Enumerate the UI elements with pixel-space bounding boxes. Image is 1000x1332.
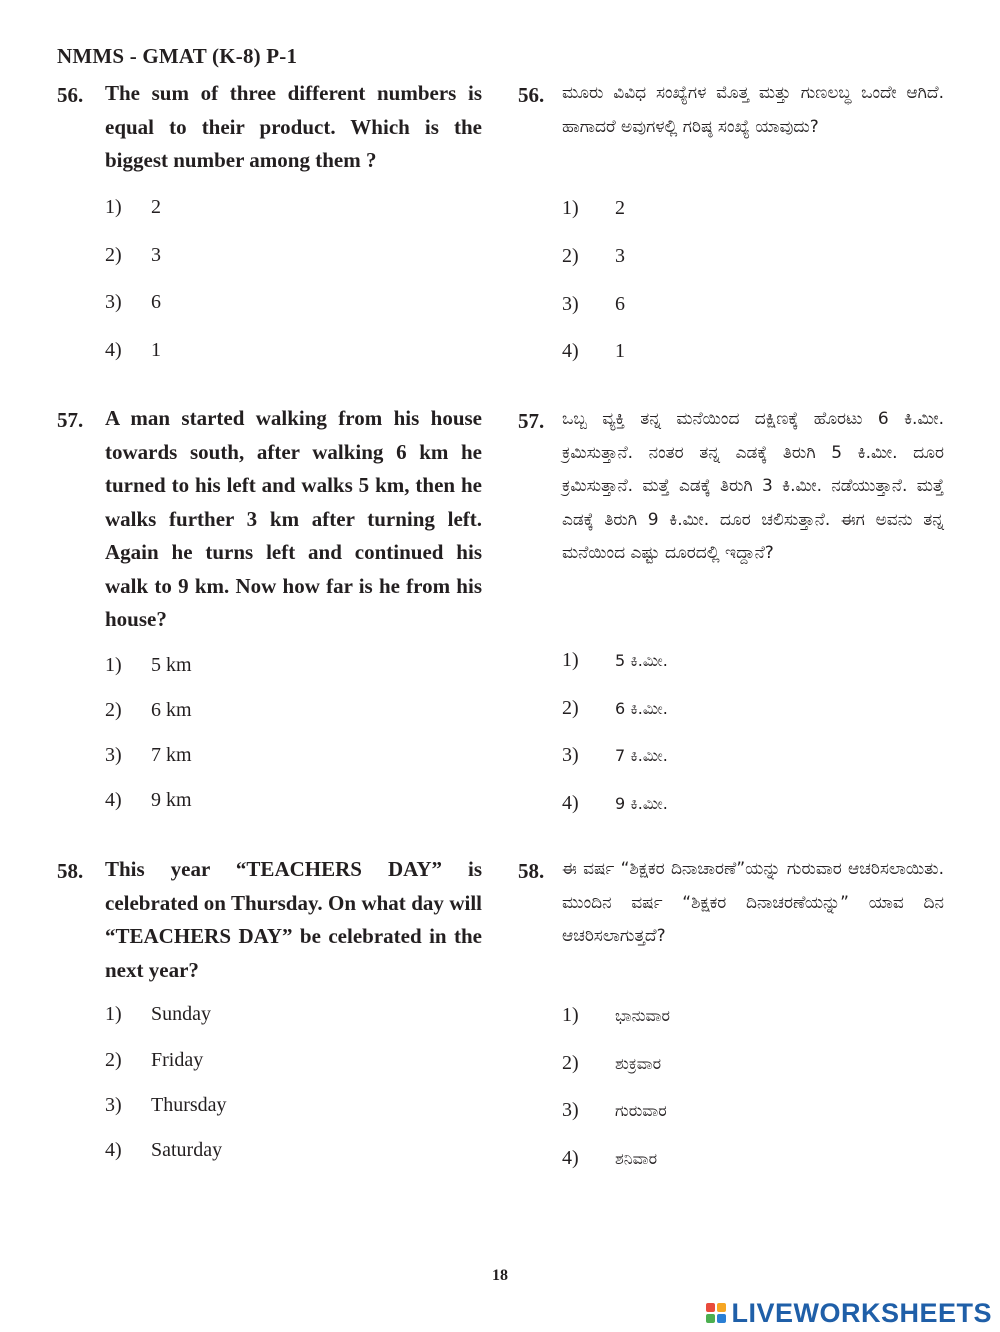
option-text: ಗುರುವಾರ xyxy=(615,1101,667,1120)
option-number: 3) xyxy=(562,744,579,766)
option[interactable] xyxy=(105,1003,211,1026)
option[interactable] xyxy=(562,293,625,316)
kannada-column xyxy=(518,0,944,1240)
english-column xyxy=(57,0,482,1240)
option-number: 1) xyxy=(105,1003,122,1025)
option[interactable] xyxy=(105,654,192,677)
option[interactable] xyxy=(105,244,161,267)
option-number: 1) xyxy=(105,654,122,676)
option-text: 7 km xyxy=(151,744,192,766)
question-number: 58. xyxy=(57,859,84,883)
option[interactable] xyxy=(562,340,625,363)
option-number: 1) xyxy=(562,1004,579,1026)
question-text: ಒಬ್ಬ ವ್ಯಕ್ತಿ ತನ್ನ ಮನೆಯಿಂದ ದಕ್ಷಿಣಕ್ಕೆ ಹೊರಟು 6 ಕಿ.ಮೀ. ಕ್ರಮಿಸುತ್ತಾನೆ. ನಂತರ ತನ್ನ ಎಡಕ್ಕೆ ತಿರುಗಿ 5 ಕಿ.ಮೀ. ದೂರ ಕ್ರಮಿಸುತ್ತಾನೆ. ಮತ್ತೆ ಎಡಕ್ಕೆ ತಿರುಗಿ 3 ಕಿ.ಮೀ. ನಡೆಯುತ್ತಾನೆ. ಮತ್ತೆ ಎಡಕ್ಕೆ ತಿರುಗಿ 9 ಕಿ.ಮೀ. ದೂರ ಚಲಿಸುತ್ತಾನೆ. ಈಗ ಅವನು ತನ್ನ ಮನೆಯಿಂದ ಎಷ್ಟು ದೂರದಲ್ಲಿ ಇದ್ದಾನೆ? xyxy=(562,409,944,563)
option[interactable] xyxy=(105,744,192,767)
option[interactable] xyxy=(562,197,625,220)
question-text: ಈ ವರ್ಷ “ಶಿಕ್ಷಕರ ದಿನಾಚಾರಣೆ”ಯನ್ನು ಗುರುವಾರ ಆಚರಿಸಲಾಯಿತು. ಮುಂದಿನ ವರ್ಷ “ಶಿಕ್ಷಕರ ದಿನಾಚರಣೆಯನ್ನು” ಯಾವ ದಿನ ಆಚರಿಸಲಾಗುತ್ತದೆ? xyxy=(562,859,944,946)
option[interactable] xyxy=(105,789,192,812)
option-number: 2) xyxy=(105,244,122,266)
option-number: 1) xyxy=(562,197,579,219)
option-text: ಭಾನುವಾರ xyxy=(615,1006,670,1025)
option-text: 6 km xyxy=(151,699,192,721)
logo-square xyxy=(706,1314,715,1323)
option-number: 4) xyxy=(562,1147,579,1169)
option[interactable] xyxy=(562,792,668,815)
option-text: ಶುಕ್ರವಾರ xyxy=(615,1054,662,1073)
option[interactable] xyxy=(562,697,668,720)
question-number: 58. xyxy=(518,859,545,883)
option-text: 3 xyxy=(151,244,161,266)
option[interactable] xyxy=(562,744,668,767)
option-text: 3 xyxy=(615,245,625,267)
question-number: 56. xyxy=(57,83,84,107)
option-number: 3) xyxy=(105,291,122,313)
option-text: Saturday xyxy=(151,1139,223,1161)
option-number: 1) xyxy=(562,649,579,671)
liveworksheets-logo-icon xyxy=(706,1303,728,1325)
page-header: NMMS - GMAT (K-8) P-1 xyxy=(57,44,298,68)
liveworksheets-watermark[interactable] xyxy=(706,1298,992,1329)
option-text: 6 xyxy=(151,291,161,313)
option-text: 1 xyxy=(151,339,161,361)
option-number: 4) xyxy=(105,1139,122,1161)
option[interactable] xyxy=(105,1094,227,1117)
option[interactable] xyxy=(105,1139,222,1162)
option-text: ಶನಿವಾರ xyxy=(615,1149,658,1168)
option-text: 9 ಕಿ.ಮೀ. xyxy=(615,794,668,813)
option-number: 2) xyxy=(562,245,579,267)
option[interactable] xyxy=(562,245,625,268)
option-number: 4) xyxy=(105,789,122,811)
option-number: 3) xyxy=(105,744,122,766)
option[interactable] xyxy=(562,1052,661,1075)
option[interactable] xyxy=(562,1004,670,1027)
option[interactable] xyxy=(562,649,668,672)
option[interactable] xyxy=(105,1049,203,1072)
logo-square xyxy=(717,1303,726,1312)
option-number: 4) xyxy=(562,792,579,814)
option-number: 3) xyxy=(562,293,579,315)
watermark-text: LIVEWORKSHEETS xyxy=(731,1298,992,1328)
option-text: Sunday xyxy=(151,1003,211,1025)
question-number: 56. xyxy=(518,83,545,107)
option-text: 6 ಕಿ.ಮೀ. xyxy=(615,699,668,718)
page-number: 18 xyxy=(492,1267,508,1284)
option-number: 2) xyxy=(105,699,122,721)
question-text: A man started walking from his house towards south, after walking 6 km he turned to his left and walks 5 km, then he walks further 3 km after turning left. Again he turns left and continued his walk to 9 km. Now how far is he from his house? xyxy=(105,406,482,631)
option-number: 3) xyxy=(105,1094,122,1116)
option[interactable] xyxy=(562,1099,667,1122)
question-number: 57. xyxy=(518,409,545,433)
option-text: Friday xyxy=(151,1049,204,1071)
option-number: 4) xyxy=(105,339,122,361)
question-text: ಮೂರು ವಿವಿಧ ಸಂಖ್ಯೆಗಳ ಮೊತ್ತ ಮತ್ತು ಗುಣಲಬ್ಧ ಒಂದೇ ಆಗಿದೆ. ಹಾಗಾದರೆ ಅವುಗಳಲ್ಲಿ ಗರಿಷ್ಠ ಸಂಖ್ಯೆ ಯಾವುದು? xyxy=(562,83,944,137)
logo-square xyxy=(717,1314,726,1323)
option-text: 2 xyxy=(615,197,625,219)
option-text: 2 xyxy=(151,196,161,218)
option[interactable] xyxy=(105,196,161,219)
option[interactable] xyxy=(105,339,161,362)
question-number: 57. xyxy=(57,408,84,432)
question-text: This year “TEACHERS DAY” is celebrated on Thursday. On what day will “TEACHERS DAY” be celebrated in the next year? xyxy=(105,857,482,982)
question-text: The sum of three different numbers is equal to their product. Which is the biggest number among them ? xyxy=(105,81,482,172)
option-number: 1) xyxy=(105,196,122,218)
option[interactable] xyxy=(105,291,161,314)
option-text: 6 xyxy=(615,293,625,315)
option-text: 5 km xyxy=(151,654,192,676)
option-number: 2) xyxy=(562,697,579,719)
logo-square xyxy=(706,1303,715,1312)
option[interactable] xyxy=(105,699,192,722)
option-number: 4) xyxy=(562,340,579,362)
option-text: 7 ಕಿ.ಮೀ. xyxy=(615,746,668,765)
option-text: Thursday xyxy=(151,1094,227,1116)
option-number: 2) xyxy=(105,1049,122,1071)
option-text: 9 km xyxy=(151,789,192,811)
option[interactable] xyxy=(562,1147,657,1170)
option-number: 3) xyxy=(562,1099,579,1121)
option-text: 5 ಕಿ.ಮೀ. xyxy=(615,651,668,670)
option-text: 1 xyxy=(615,340,625,362)
option-number: 2) xyxy=(562,1052,579,1074)
